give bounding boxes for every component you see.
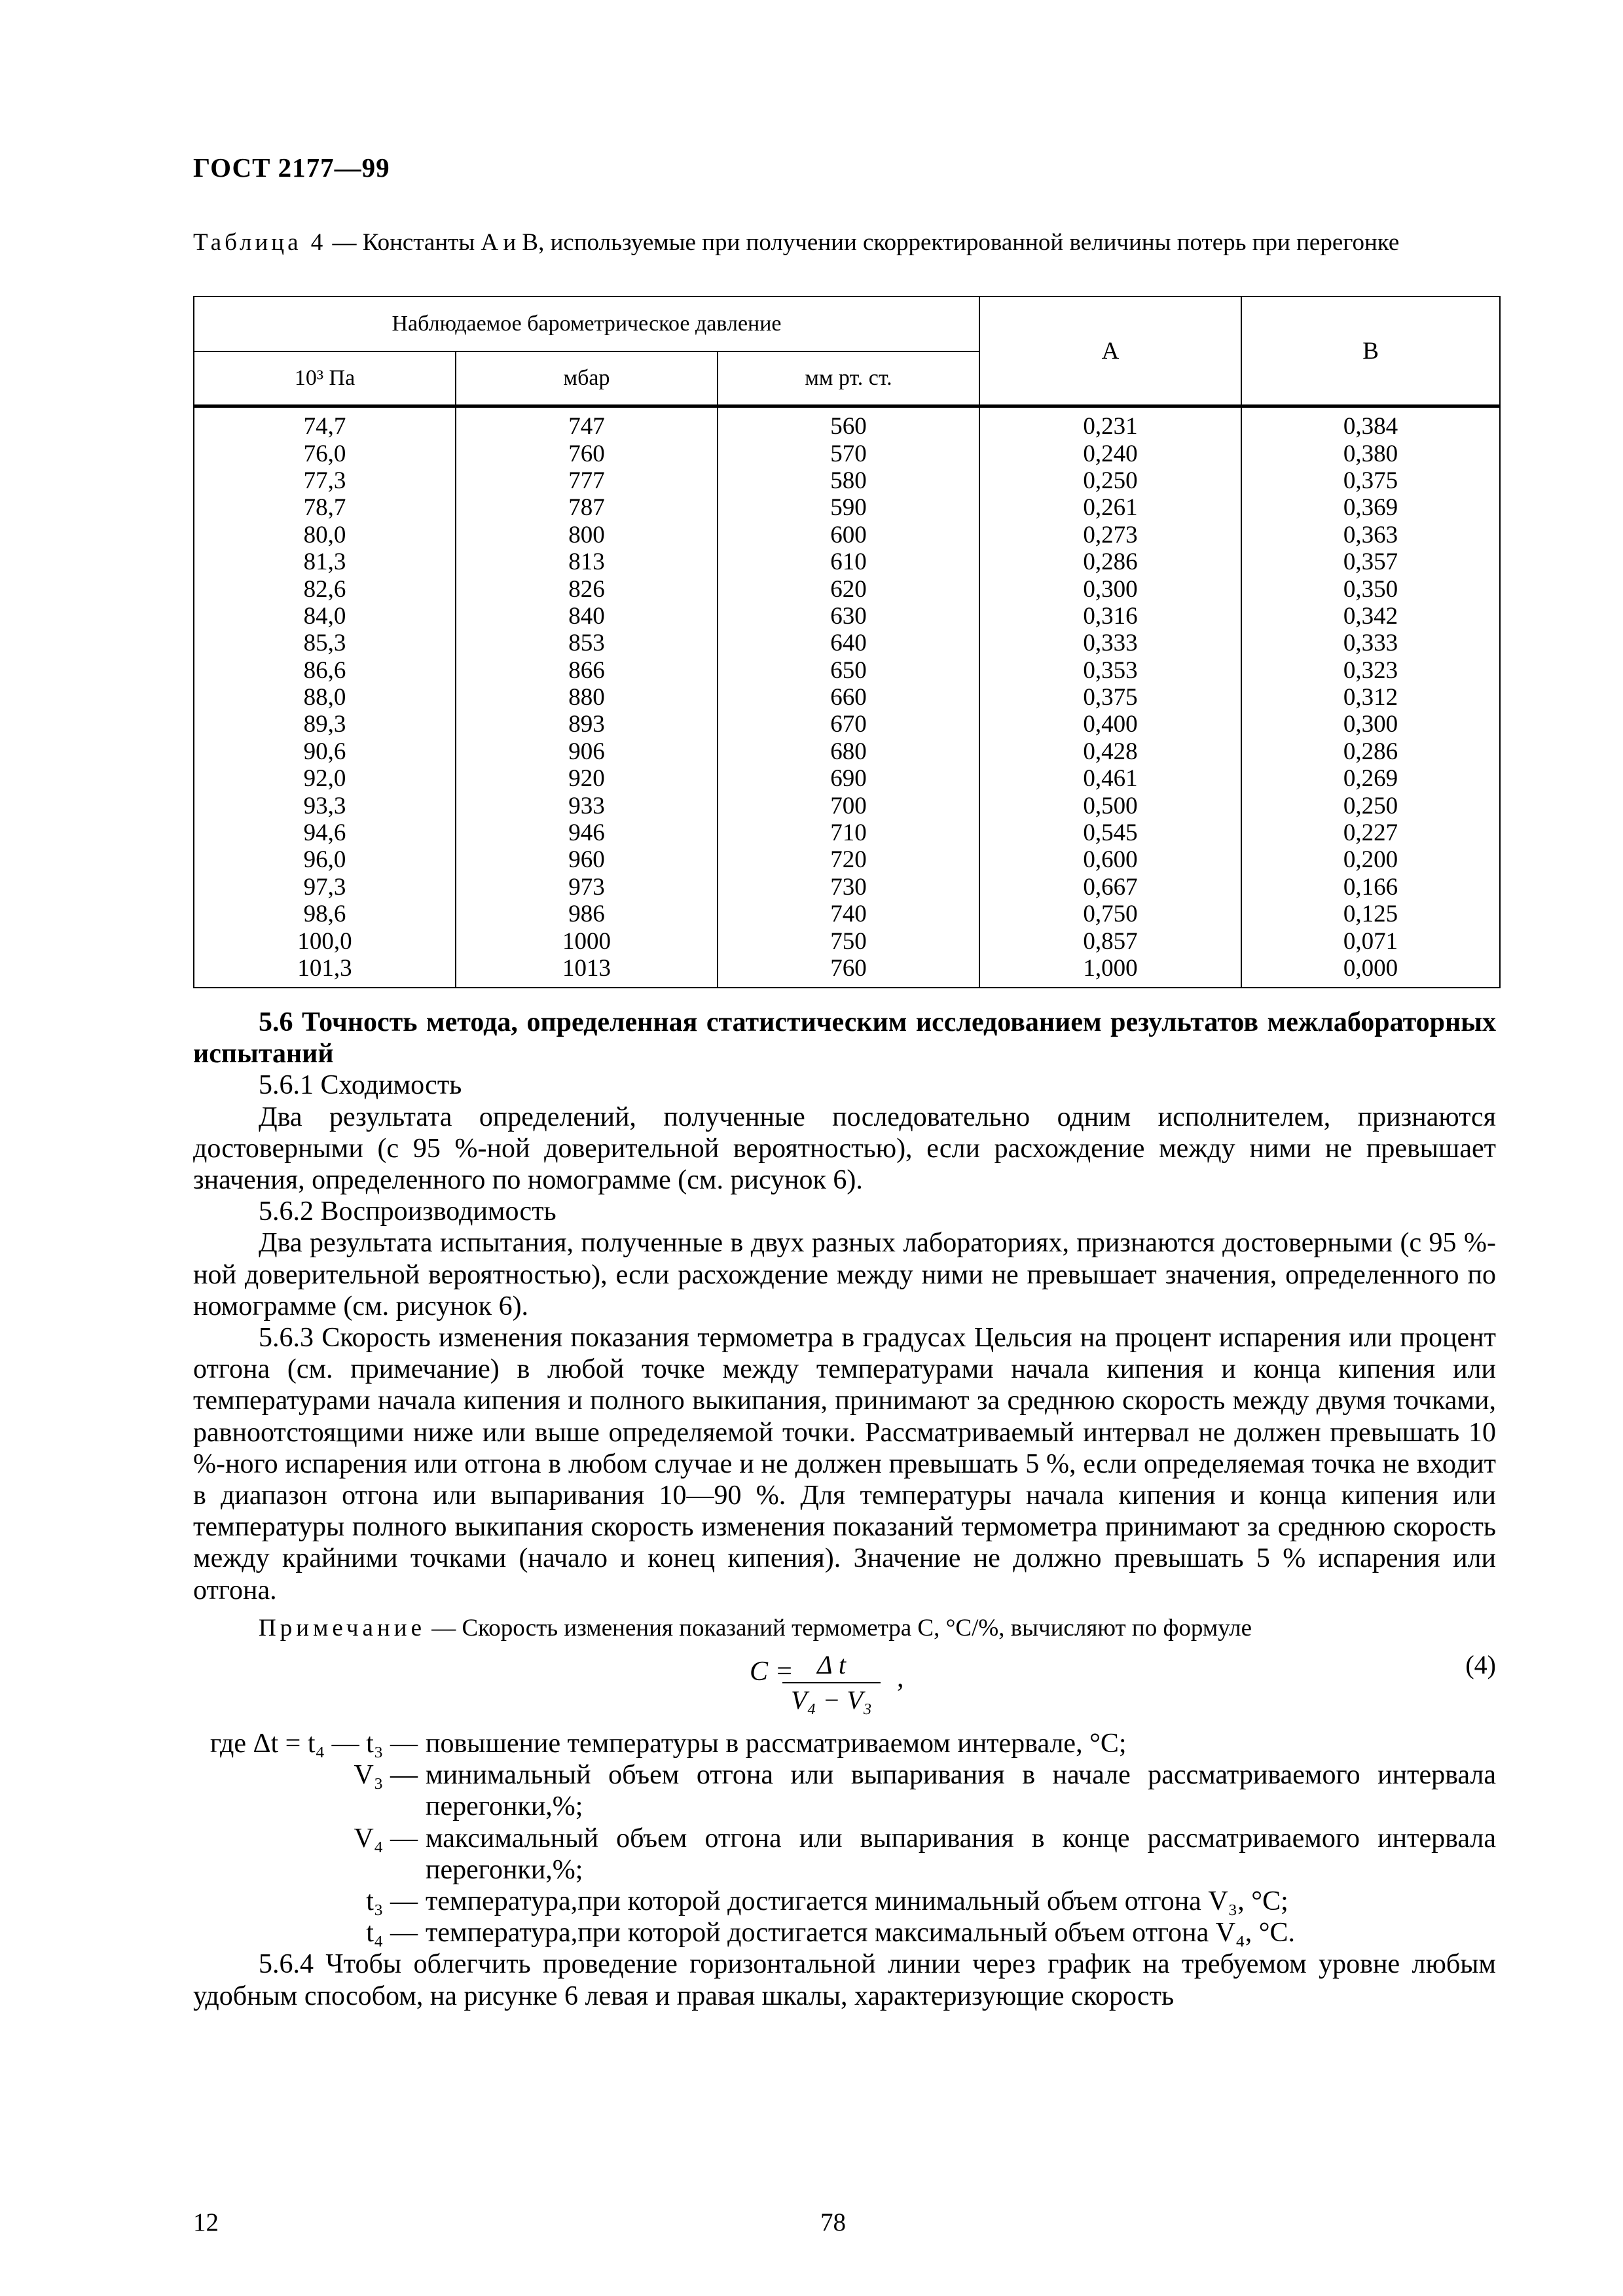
table-cell: 88,0 bbox=[194, 684, 456, 711]
table-cell: 600 bbox=[718, 522, 979, 548]
table-cell: 0,600 bbox=[979, 846, 1241, 873]
table-cell: 933 bbox=[456, 792, 718, 819]
table-cell: 0,269 bbox=[1241, 765, 1500, 792]
table-cell: 1,000 bbox=[979, 955, 1241, 988]
formula-4 bbox=[193, 1649, 1496, 1728]
constants-table bbox=[193, 296, 1501, 988]
table-cell: 0,350 bbox=[1241, 575, 1500, 602]
table-cell: 97,3 bbox=[194, 874, 456, 901]
table-cell: 800 bbox=[456, 522, 718, 548]
where-item bbox=[193, 1886, 1496, 1917]
table-cell: 93,3 bbox=[194, 792, 456, 819]
table-cell: 0,461 bbox=[979, 765, 1241, 792]
where-list bbox=[193, 1728, 1496, 1948]
table-cell: 650 bbox=[718, 657, 979, 684]
where-symbol: где Δt = t₄ — t₃ — bbox=[210, 1729, 418, 1759]
where-symbol: V₄ — bbox=[354, 1823, 418, 1854]
table-cell: 0,500 bbox=[979, 792, 1241, 819]
table-row bbox=[194, 874, 1500, 901]
where-symbol: t₄ — bbox=[366, 1918, 418, 1948]
formula-lhs: C = bbox=[750, 1657, 793, 1687]
where-symbol: V₃ — bbox=[354, 1760, 418, 1791]
section-title: 5.6 Точность метода, определенная статистическим исследованием результатов межлабораторных испытаний bbox=[193, 1007, 1496, 1069]
table-cell: 840 bbox=[456, 603, 718, 630]
table-cell: 0,071 bbox=[1241, 927, 1500, 954]
table-cell: 710 bbox=[718, 819, 979, 846]
table-row bbox=[194, 440, 1500, 467]
table-caption bbox=[193, 229, 1496, 257]
table-cell: 620 bbox=[718, 575, 979, 602]
table-cell: 920 bbox=[456, 765, 718, 792]
table-row bbox=[194, 955, 1500, 988]
note-text: — Скорость изменения показаний термометра C, °C/%, вычисляют по формуле bbox=[426, 1614, 1252, 1641]
table-cell: 94,6 bbox=[194, 819, 456, 846]
table-cell: 0,384 bbox=[1241, 406, 1500, 440]
table-row bbox=[194, 575, 1500, 602]
table-cell: 0,750 bbox=[979, 901, 1241, 927]
table-cell: 96,0 bbox=[194, 846, 456, 873]
table-cell: 0,231 bbox=[979, 406, 1241, 440]
table-cell: 0,166 bbox=[1241, 874, 1500, 901]
table-row bbox=[194, 630, 1500, 656]
table-row bbox=[194, 846, 1500, 873]
col-b-header: B bbox=[1241, 296, 1500, 406]
table-cell: 80,0 bbox=[194, 522, 456, 548]
table-cell: 640 bbox=[718, 630, 979, 656]
where-description: температура,при которой достигается минимальный объем отгона V₃, °C; bbox=[426, 1886, 1288, 1917]
document-header: ГОСТ 2177—99 bbox=[193, 152, 390, 183]
s561-title: 5.6.1 Сходимость bbox=[259, 1070, 462, 1101]
where-item bbox=[193, 1823, 1496, 1886]
table-cell: 0,369 bbox=[1241, 494, 1500, 521]
table-row bbox=[194, 522, 1500, 548]
table-cell: 85,3 bbox=[194, 630, 456, 656]
table-cell: 0,353 bbox=[979, 657, 1241, 684]
table-cell: 0,545 bbox=[979, 819, 1241, 846]
table-cell: 100,0 bbox=[194, 927, 456, 954]
formula-number: (4) bbox=[1465, 1650, 1496, 1680]
table-cell: 853 bbox=[456, 630, 718, 656]
table-cell: 0,312 bbox=[1241, 684, 1500, 711]
table-cell: 0,286 bbox=[1241, 738, 1500, 765]
table-cell: 0,227 bbox=[1241, 819, 1500, 846]
s561-text: Два результата определений, полученные последовательно одним исполнителем, признаются достоверными (с 95 %-ной доверительной вероятностью), если расхождение между ними не превышает значения, определенного по номограмме (см. рисунок 6). bbox=[193, 1102, 1496, 1196]
table-row bbox=[194, 603, 1500, 630]
table-row bbox=[194, 765, 1500, 792]
table-cell: 0,363 bbox=[1241, 522, 1500, 548]
table-cell: 826 bbox=[456, 575, 718, 602]
table-row bbox=[194, 467, 1500, 494]
table-row bbox=[194, 684, 1500, 711]
table-cell: 0,250 bbox=[979, 467, 1241, 494]
where-symbol: t₃ — bbox=[366, 1886, 418, 1917]
table-cell: 570 bbox=[718, 440, 979, 467]
table-cell: 98,6 bbox=[194, 901, 456, 927]
table-row bbox=[194, 819, 1500, 846]
table-cell: 92,0 bbox=[194, 765, 456, 792]
table-cell: 866 bbox=[456, 657, 718, 684]
table-row bbox=[194, 927, 1500, 954]
table-cell: 590 bbox=[718, 494, 979, 521]
table-cell: 0,375 bbox=[979, 684, 1241, 711]
table-cell: 90,6 bbox=[194, 738, 456, 765]
table-cell: 560 bbox=[718, 406, 979, 440]
table-cell: 777 bbox=[456, 467, 718, 494]
col-mbar-header: мбар bbox=[456, 351, 718, 406]
table-cell: 0,323 bbox=[1241, 657, 1500, 684]
table-cell: 0,333 bbox=[979, 630, 1241, 656]
s562-text: Два результата испытания, полученные в двух разных лабораториях, признаются достоверными (с 95 %-ной доверительной вероятностью), если расхождение между ними не превышает значения, определенного по номограмме (см. рисунок 6). bbox=[193, 1228, 1496, 1321]
table-cell: 610 bbox=[718, 548, 979, 575]
table-cell: 730 bbox=[718, 874, 979, 901]
formula-fraction bbox=[782, 1649, 881, 1716]
page-number-center: 78 bbox=[820, 2208, 846, 2236]
table-cell: 81,3 bbox=[194, 548, 456, 575]
col-a-header: A bbox=[979, 296, 1241, 406]
table-cell: 101,3 bbox=[194, 955, 456, 988]
table-cell: 0,342 bbox=[1241, 603, 1500, 630]
table-cell: 760 bbox=[718, 955, 979, 988]
table-cell: 0,333 bbox=[1241, 630, 1500, 656]
table-cell: 1000 bbox=[456, 927, 718, 954]
table-cell: 690 bbox=[718, 765, 979, 792]
where-item bbox=[193, 1759, 1496, 1822]
table-cell: 77,3 bbox=[194, 467, 456, 494]
table-row bbox=[194, 901, 1500, 927]
table-cell: 0,375 bbox=[1241, 467, 1500, 494]
table-row bbox=[194, 711, 1500, 738]
table-cell: 0,857 bbox=[979, 927, 1241, 954]
note bbox=[193, 1613, 1496, 1644]
table-cell: 0,273 bbox=[979, 522, 1241, 548]
table-cell: 700 bbox=[718, 792, 979, 819]
table-cell: 0,316 bbox=[979, 603, 1241, 630]
table-cell: 787 bbox=[456, 494, 718, 521]
table-cell: 960 bbox=[456, 846, 718, 873]
table-cell: 0,380 bbox=[1241, 440, 1500, 467]
formula-numerator: Δ t bbox=[817, 1650, 846, 1680]
table-cell: 630 bbox=[718, 603, 979, 630]
where-description: минимальный объем отгона или выпаривания в начале рассматриваемого интервала перегонки,%; bbox=[426, 1760, 1496, 1822]
s563-text: 5.6.3 Скорость изменения показания термометра в градусах Цельсия на процент испарения или процент отгона (см. примечание) в любой точке между температурами начала кипения и конца кипения или температурами начала кипения и полного выкипания, принимают за среднюю скорость между двумя точками, равноотстоящими ниже или выше определяемой точки. Рассматриваемый интервал не должен превышать 10 %-ного испарения или отгона в любом случае и не должен превышать 5 %, если определяемая точка не входит в диапазон отгона или выпаривания 10—90 %. Для температуры начала кипения и конца кипения или температуры полного выкипания скорость изменения показаний термометра принимают за среднюю скорость между крайними точками (начало и конец кипения). Значение не должно превышать 5 % испарения или отгона. bbox=[193, 1323, 1496, 1605]
table-row bbox=[194, 548, 1500, 575]
table-cell: 740 bbox=[718, 901, 979, 927]
col-pa-header: 10³ Па bbox=[194, 351, 456, 406]
table-caption-text: — Константы A и B, используемые при получении скорректированной величины потерь при перегонке bbox=[326, 229, 1400, 256]
table-cell: 0,300 bbox=[1241, 711, 1500, 738]
table-cell: 76,0 bbox=[194, 440, 456, 467]
page-number-left: 12 bbox=[193, 2208, 219, 2236]
s564-text: 5.6.4 Чтобы облегчить проведение горизонтальной линии через график на требуемом уровне любым удобным способом, на рисунке 6 левая и правая шкалы, характеризующие скорость bbox=[193, 1949, 1496, 2011]
table-cell: 946 bbox=[456, 819, 718, 846]
table-cell: 89,3 bbox=[194, 711, 456, 738]
table-cell: 0,400 bbox=[979, 711, 1241, 738]
table-cell: 0,286 bbox=[979, 548, 1241, 575]
where-item bbox=[193, 1917, 1496, 1948]
where-description: температура,при которой достигается максимальный объем отгона V₄, °C. bbox=[426, 1918, 1296, 1948]
table-cell: 74,7 bbox=[194, 406, 456, 440]
table-row bbox=[194, 494, 1500, 521]
table-cell: 720 bbox=[718, 846, 979, 873]
table-cell: 0,357 bbox=[1241, 548, 1500, 575]
table-cell: 0,428 bbox=[979, 738, 1241, 765]
table-row bbox=[194, 738, 1500, 765]
where-description: максимальный объем отгона или выпаривания в конце рассматриваемого интервала перегонки,%; bbox=[426, 1823, 1496, 1885]
table-cell: 580 bbox=[718, 467, 979, 494]
fraction-bar bbox=[782, 1682, 881, 1683]
table-cell: 906 bbox=[456, 738, 718, 765]
table-cell: 0,250 bbox=[1241, 792, 1500, 819]
table-cell: 1013 bbox=[456, 955, 718, 988]
table-row bbox=[194, 657, 1500, 684]
s562-title: 5.6.2 Воспроизводимость bbox=[259, 1196, 556, 1227]
table-cell: 747 bbox=[456, 406, 718, 440]
pressure-group-header: Наблюдаемое барометрическое давление bbox=[194, 296, 979, 351]
table-cell: 680 bbox=[718, 738, 979, 765]
table-cell: 973 bbox=[456, 874, 718, 901]
table-caption-label: Таблица 4 bbox=[193, 229, 327, 256]
table-cell: 78,7 bbox=[194, 494, 456, 521]
table-cell: 0,261 bbox=[979, 494, 1241, 521]
table-cell: 0,200 bbox=[1241, 846, 1500, 873]
table-cell: 0,240 bbox=[979, 440, 1241, 467]
formula-denominator: V₄ − V₃ bbox=[791, 1685, 872, 1715]
table-row bbox=[194, 406, 1500, 440]
table-cell: 0,125 bbox=[1241, 901, 1500, 927]
where-item bbox=[193, 1728, 1496, 1759]
table-cell: 813 bbox=[456, 548, 718, 575]
table-cell: 0,000 bbox=[1241, 955, 1500, 988]
formula-comma: , bbox=[897, 1663, 904, 1694]
table-cell: 0,300 bbox=[979, 575, 1241, 602]
table-cell: 0,667 bbox=[979, 874, 1241, 901]
section-5-6 bbox=[193, 1007, 1496, 2012]
table-cell: 670 bbox=[718, 711, 979, 738]
table-row bbox=[194, 792, 1500, 819]
table-cell: 82,6 bbox=[194, 575, 456, 602]
table-cell: 986 bbox=[456, 901, 718, 927]
col-mmhg-header: мм рт. ст. bbox=[718, 351, 979, 406]
table-cell: 84,0 bbox=[194, 603, 456, 630]
table-cell: 750 bbox=[718, 927, 979, 954]
note-label: Примечание bbox=[259, 1614, 426, 1641]
table-cell: 660 bbox=[718, 684, 979, 711]
table-cell: 880 bbox=[456, 684, 718, 711]
table-cell: 86,6 bbox=[194, 657, 456, 684]
where-description: повышение температуры в рассматриваемом интервале, °C; bbox=[426, 1729, 1127, 1759]
table-cell: 893 bbox=[456, 711, 718, 738]
table-cell: 760 bbox=[456, 440, 718, 467]
